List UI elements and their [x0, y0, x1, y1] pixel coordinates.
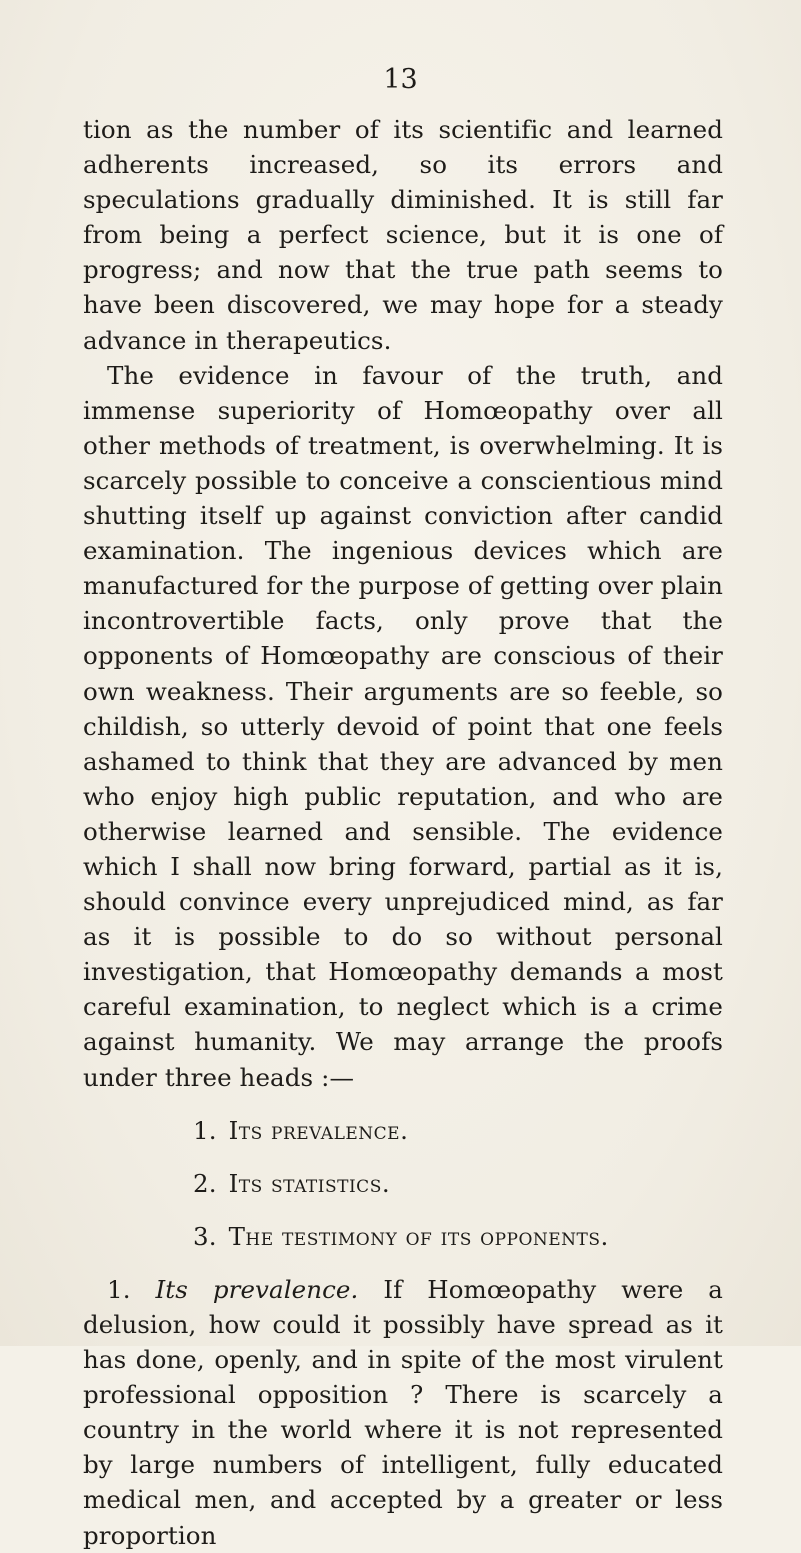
proof-head-number: 3.: [193, 1221, 217, 1251]
page-number: 13: [383, 64, 418, 95]
paragraph-continuation: tion as the number of its scientific and learned adherents increased, so its errors and speculations gradually diminished. It is still far from being a perfect science, but it is one of progress; and now that the true path seems to have been discovered, we may hope for a steady advance in therapeutics.: [83, 115, 723, 355]
proof-head-text: Its prevalence.: [228, 1115, 409, 1145]
proof-head-text: The testimony of its opponents.: [228, 1221, 609, 1251]
proof-head-item: [83, 1166, 723, 1201]
proof-heads-list: [83, 1113, 723, 1254]
proof-head-item: [83, 1113, 723, 1148]
section-number: 1.: [107, 1274, 131, 1304]
section-text: If Homœopathy were a delusion, how could it possibly have spread as it has done, openly, and in spite of the most virulent professional opposition ? There is scarcely a country in the world where it is not represented by large numbers of intelligent, fully educated medical men, and accepted by a greater or less proportion: [83, 1274, 723, 1550]
proof-head-number: 2.: [193, 1168, 217, 1198]
proof-head-item: [83, 1219, 723, 1254]
section-lead-in: Its prevalence.: [155, 1274, 359, 1304]
paragraph-evidence: The evidence in favour of the truth, and immense superiority of Homœopathy over all other methods of treatment, is overwhelming. It is scarcely possible to conceive a conscientious mind shutting itself up against conviction after candid examination. The ingenious devices which are manufactured for the purpose of getting over plain incontrovertible facts, only prove that the opponents of Homœopathy are conscious of their own weakness. Their arguments are so feeble, so childish, so utterly devoid of point that one feels ashamed to think that they are advanced by men who enjoy high public reputation, and who are otherwise learned and sensible. The evidence which I shall now bring forward, partial as it is, should convince every unprejudiced mind, as far as it is possible to do so without personal investigation, that Homœopathy demands a most careful examination, to neglect which is a crime against humanity. We may arrange the proofs under three heads :—: [83, 360, 723, 1092]
body-text: [83, 112, 723, 1553]
paragraph-prevalence: [83, 1272, 723, 1553]
proof-head-text: Its statistics.: [228, 1168, 391, 1198]
proof-head-number: 1.: [193, 1115, 217, 1145]
